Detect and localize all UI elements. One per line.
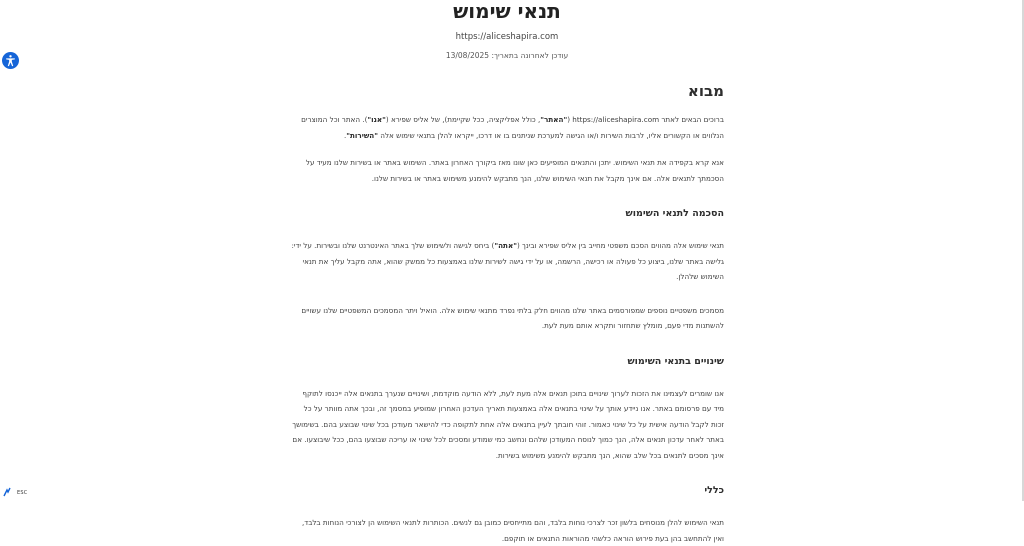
changes-paragraph-1: אנו שומרים לעצמינו את הזכות לערוך שינויים בתוכן תנאים אלה מעת לעת, ללא הודעה מוקדמת, ושינויים שנערך בתנאים אלה ייכנסו לתוקף מיד עם פרסומם באתר. אנו ניידע אותך על שינוי בתנאים אלה באמצעות תאריך העדכון האחרון שמופיע במסמך זה, ובכך אתה מוותר על כל זכות לקבל הודעה אישית על כל שינוי כאמור. זוהי חובתך לעיין בתנאים אלה אחת לתקופה כדי להישאר מעודכן בכל שינוי שבוצע בהם. בשימושך באתר לאחר עדכון תנאים אלה, הנך כמוך לנוסח המעודכן שלהם ונחשב כמי שמודע ומסכים לכל שינוי או עריכה שבוצעו בהם, ככל שיבוצעו. אם אינך מסכים לתנאים בכל שלב שהוא, הנך מתבקש להימנע משימוש בשירות. — [292, 388, 724, 460]
intro-paragraph-1 — [290, 112, 724, 143]
intro-p1-service-term: "השירות" — [346, 130, 378, 140]
intro-p1-part-a: ברוכים הבאים לאתר https://aliceshapira.com ( — [567, 115, 724, 124]
agreement-heading: הסכמה לתנאי השימוש — [625, 208, 724, 219]
intro-p1-site-term: "האתר" — [540, 115, 568, 124]
agreement-paragraph-2: מסמכים משפטיים נוספים שמפורסמים באתר שלנו מהווים חלק בלתי נפרד מתנאי שימוש אלה. הואיל ויתר המסמכים המשפטיים שלנו עשויים להשתנות מדי פעם, מומלץ שתחזור ותקרא אותם מעת לעת. — [301, 305, 724, 330]
keyboard-nav-icon[interactable] — [2, 487, 12, 497]
site-url: https://aliceshapira.com — [455, 32, 559, 42]
general-heading: כללי — [704, 485, 724, 496]
agreement-p1-part-c: ) ביחס לגישה ולשימוש שלך באתר האינטרנט שלנו ובשירות. על ידי: גלישה באתר שלנו, ביצוע כל פעולה או רכישה, הרשמה, או על ידי גישה לשירות שלנו באמצעות כל ממשק שהוא, אתה מקבל עליך את תנאי השימוש שלהלן. — [291, 241, 724, 281]
page-title: תנאי שימוש — [453, 0, 561, 23]
intro-paragraph-2: אנא קרא בקפידה את תנאי השימוש. יתכן והתנאים המופיעים כאן שונו מאז ביקורך האחרון באתר. השימוש באתר או בשירות שלנו מעיד על הסכמתך לתנאים אלה. אם אינך מקבל את תנאי השימוש שלנו, הנך מתבקש להימנע משימוש באתר או בשירות שלנו. — [305, 158, 724, 183]
document-content — [290, 0, 724, 546]
agreement-p1-you-term: "אתה" — [494, 241, 517, 250]
accessibility-icon — [4, 54, 17, 67]
intro-p1-part-c: , כולל אפליקציה, ככל שקיימת), של אליס שפירא ( — [385, 115, 541, 124]
accessibility-button[interactable] — [2, 52, 19, 69]
last-updated-date: עודכן לאחרונה בתאריך: 13/08/2025 — [445, 51, 569, 60]
intro-p1-part-e: ). האתר וכל המוצרים הנלווים או הקשורים אליו, לרבות השירות ו/או הגישה למערכת שניתנים בו או דרכו, ייקראו להלן בתנאי שימוש אלה — [301, 115, 724, 140]
esc-label[interactable]: ESC — [17, 490, 28, 496]
intro-heading: מבוא — [687, 82, 724, 100]
agreement-paragraph-1 — [290, 238, 724, 285]
general-paragraph-1: תנאי השימוש להלן מנוסחים בלשון זכר לצרכי נוחות בלבד, והם מתייחסים כמובן גם לנשים. הכותרות לתנאי השימוש הן לצורכי הנוחות בלבד, ואין להתחשב בהן בעת פירוש הוראה כלשהי מהוראות התנאים או תוקפם. — [301, 518, 724, 543]
intro-p1-part-g: . — [343, 130, 347, 140]
changes-heading: שינויים בתנאי השימוש — [627, 355, 724, 367]
agreement-p1-part-a: תנאי שימוש אלה מהווים הסכם משפטי מחייב בין אליס שפירא ובינך ( — [516, 241, 724, 250]
intro-p1-we-term: "אנו" — [367, 115, 386, 124]
